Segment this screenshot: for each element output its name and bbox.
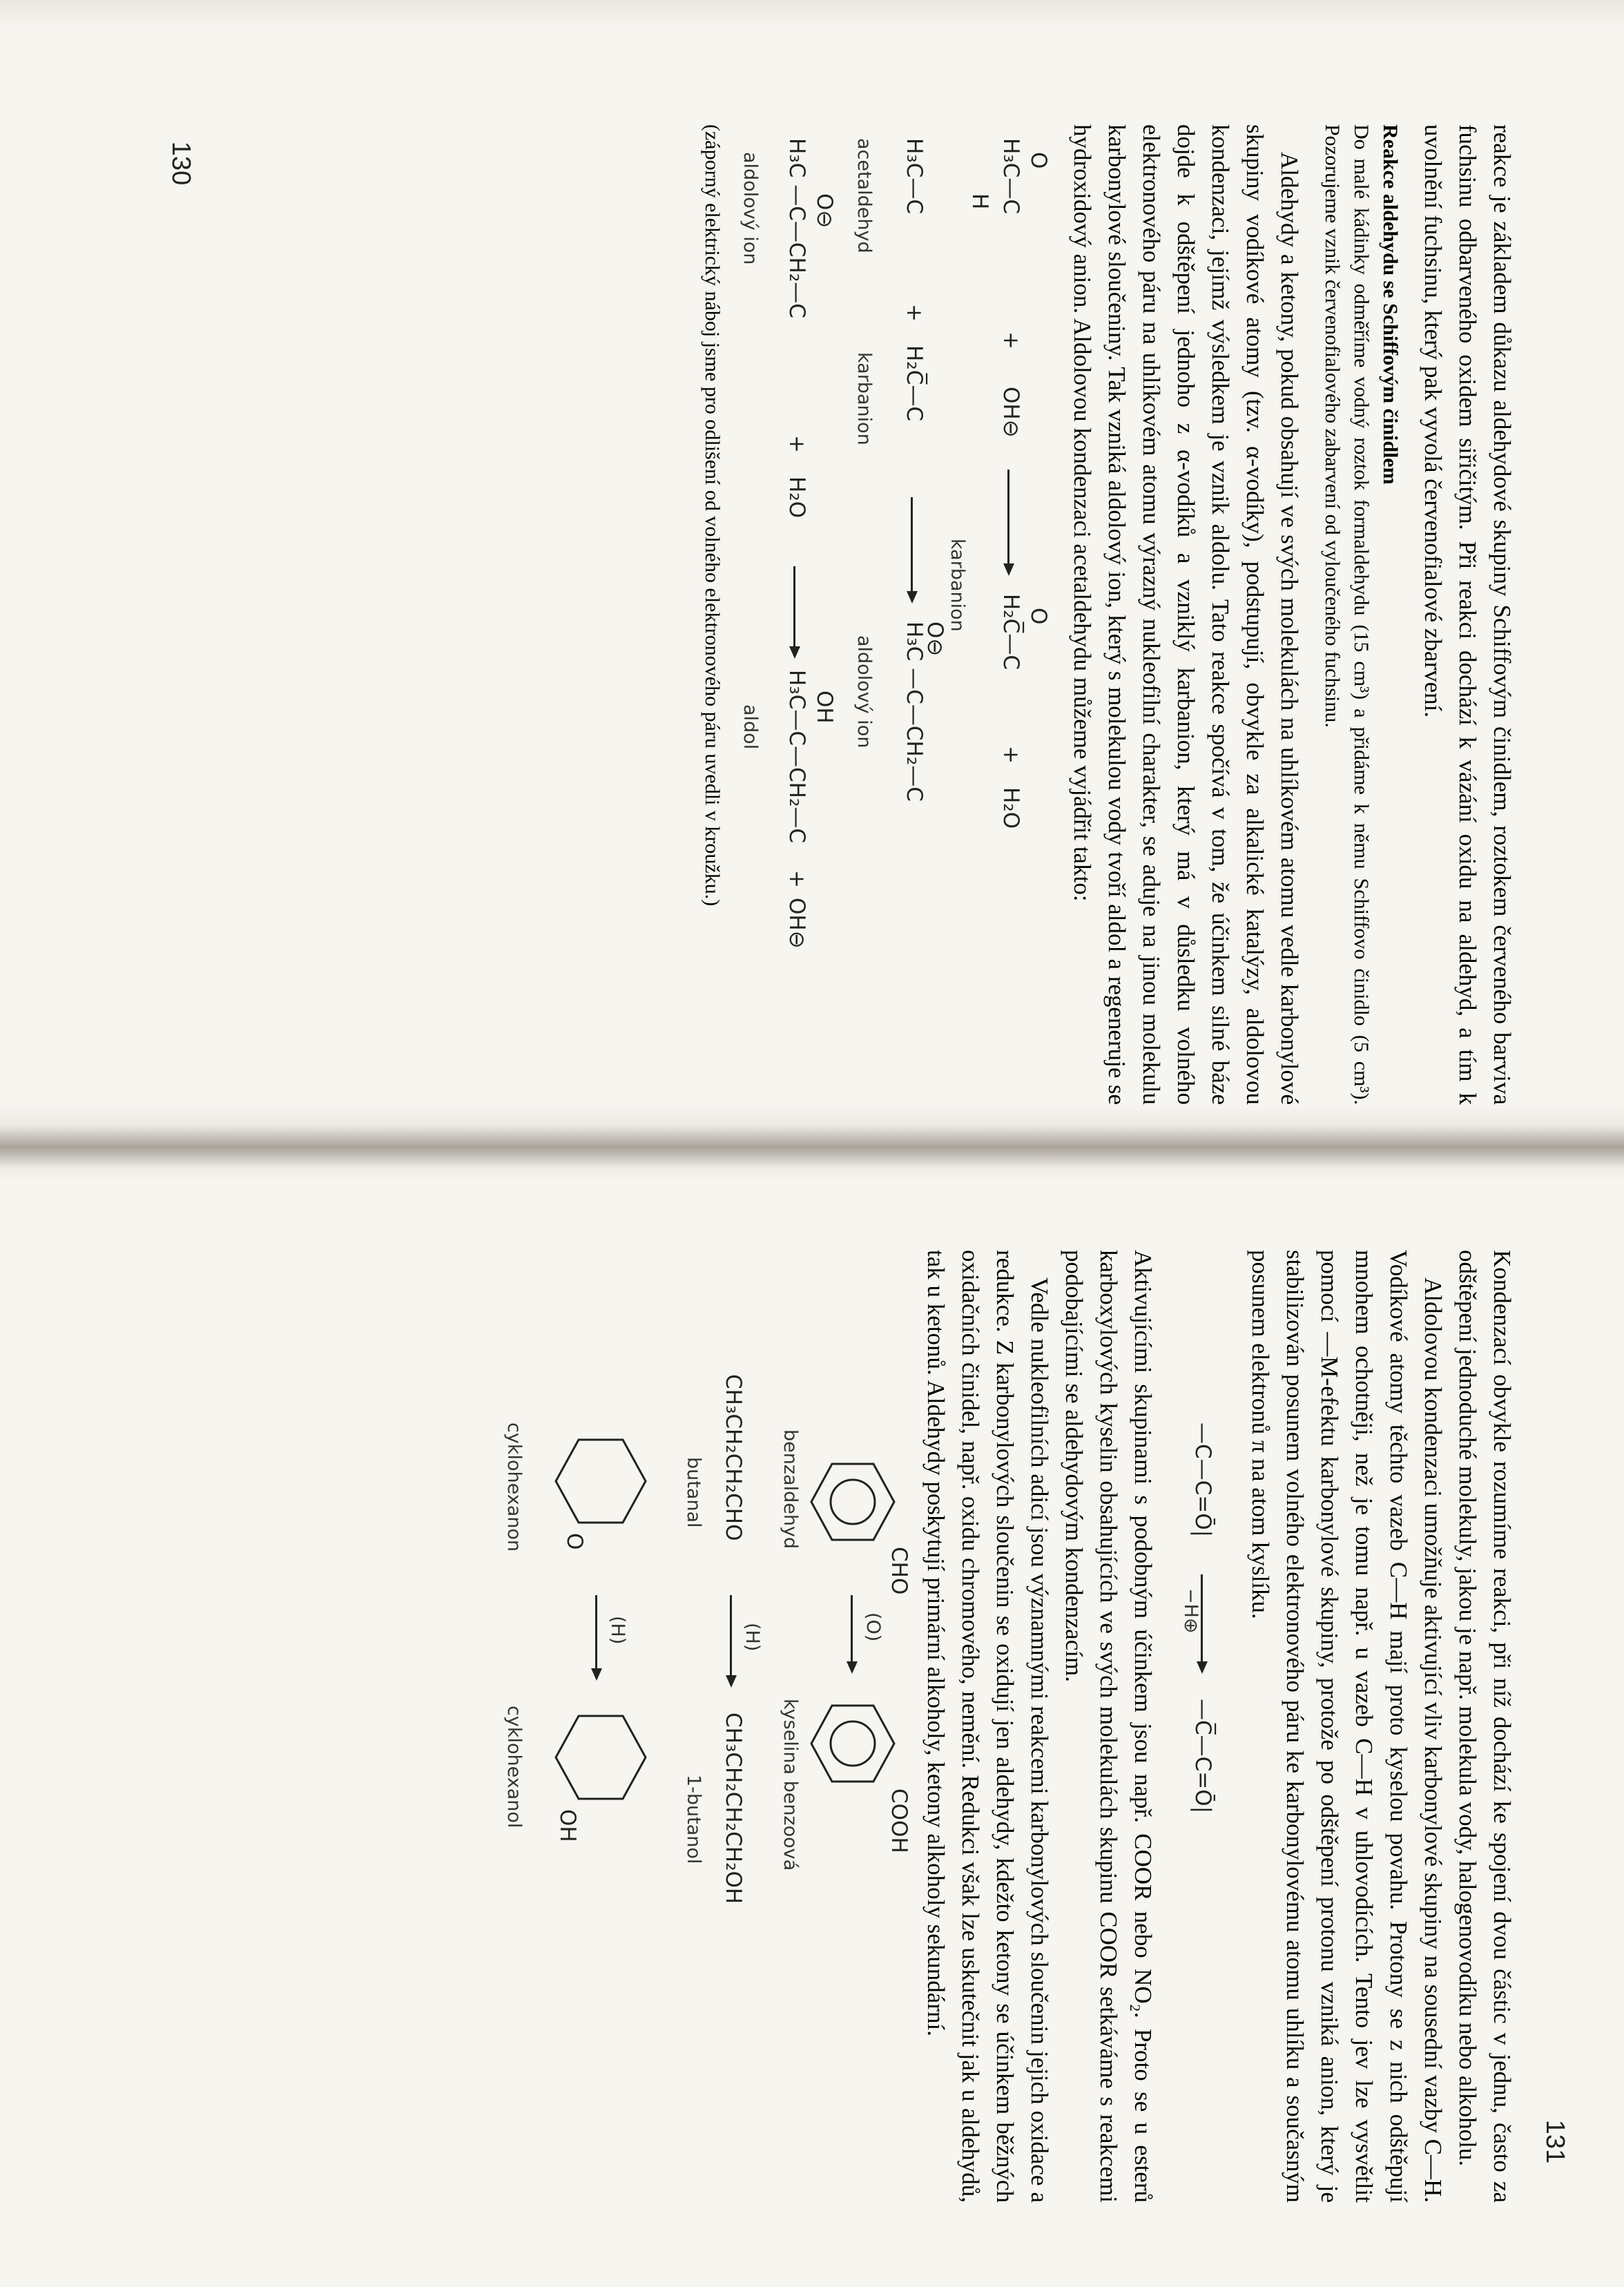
proton-loss-label: −H⊕ [1180, 1588, 1201, 1634]
butanal-formula: CH₃CH₂CH₂CHO [721, 1374, 746, 1541]
aldol-ion-formula: H₃C —C—CH₂—C [902, 621, 927, 802]
book-gutter [0, 1126, 1624, 1167]
plus-sign: + [998, 331, 1023, 349]
label-cyclohexanol: cyklohexanol [503, 1706, 525, 1828]
label-benzaldehyde: benzaldehyd [780, 1429, 801, 1550]
reagent-oxidation: (O) [862, 1612, 884, 1642]
reaction-arrow [595, 1595, 597, 1678]
butanol-formula: CH₃CH₂CH₂CH₂OH [721, 1712, 746, 1904]
benzene-ring-icon [808, 1699, 898, 1788]
water-formula: H₂O [784, 476, 809, 519]
enol-formula: —C—C=Ō| [1190, 1422, 1215, 1538]
footnote: (záporný elektrický náboj jsme pro odlišení od volného elektronového páru uvedli v kroužku.) [701, 124, 724, 907]
reaction-arrow [851, 1595, 853, 1671]
hydroxide-ion: OH⊖ [784, 898, 809, 949]
oh-group: OH [812, 691, 837, 724]
anion-formula: —C̅—C=Ō| [1190, 1699, 1215, 1814]
o-minus: O⊖ [812, 193, 837, 229]
reaction-arrow [911, 497, 913, 601]
label-butanal: butanal [683, 1457, 704, 1528]
paragraph-condensation: Kondenzací obvykle rozumíme reakci, při níž dochází ke spojení dvou částic v jednu, často za odštěpení jednoduché molekuly, jakou je např. molekula vody, halogenovodíku nebo alkoholu. [1454, 1250, 1516, 2203]
reagent-reduction: (H) [742, 1623, 763, 1652]
label-aldol-ion: aldolový ion [740, 152, 761, 265]
paragraph-oxidation: Vedle nukleofilních adicí jsou významnými reakcemi karbonylových sloučenin jejich oxidace a redukce. Z karbonylových sloučenin se oxidují jen aldehydy, kdežto ketony se účinkem běžných oxidačních činidel, např. oxidu chromového, nemění. Redukci však lze uskutečnit jak u aldehydů, tak u ketonů. Aldehydy poskytují primární alkoholy, ketony alkoholy sekundární. [922, 1250, 1053, 2203]
aldehyde-group: CHO [887, 1547, 911, 1595]
oxygen-atom: O [1026, 608, 1051, 625]
page-number-130: 130 [166, 141, 196, 186]
cyclohexane-ring-icon [552, 1429, 649, 1533]
label-carbanion: karbanion [853, 352, 875, 445]
reagent-reduction: (H) [607, 1616, 628, 1645]
reaction-arrow [1007, 470, 1009, 573]
label-1-butanol: 1-butanol [683, 1775, 704, 1864]
cyclohexane-ring-icon [552, 1706, 649, 1809]
plus-sign: + [902, 304, 927, 322]
o-minus: O⊖ [922, 621, 947, 657]
hydroxyl-group: OH [555, 1809, 580, 1842]
label-carbanion: karbanion [947, 539, 968, 632]
plus-sign: + [784, 870, 809, 888]
reaction-arrow [1201, 1574, 1203, 1671]
plus-sign: + [998, 746, 1023, 764]
paragraph-schiff: reakce je základem důkazu aldehydové skupiny Schiffovým činidlem, roztokem červeného barviva fuchsinu odbarveného oxidem siřičitým. Při reakci dochází k vázání oxidu na aldehyd, a tím k uvolnění fuchsinu, který pak vyvolá červenofialové zbarvení. [1420, 124, 1516, 1105]
page-number-131: 131 [1540, 2119, 1570, 2164]
label-cyclohexanone: cyklohexanon [503, 1422, 525, 1552]
water-formula: H₂O [998, 787, 1023, 829]
carboxyl-group: COOH [887, 1788, 911, 1853]
label-acetaldehyde: acetaldehyd [853, 138, 875, 253]
label-benzoic-acid: kyselina benzoová [780, 1699, 801, 1871]
hydroxide-ion: OH⊖ [998, 387, 1023, 438]
paragraph-activating-groups: Aktivujícími skupinami s podobným účinkem jsou např. COOR nebo NO₂. Proto se u esterů karboxylových kyselin obsahujících ve svých molekulách skupinu COOR setkáváme s reakcemi podobajícími se aldehydovým kondenzacím. [1061, 1250, 1157, 2203]
hydrogen-atom: H [967, 193, 992, 210]
oxygen-atom: O [1026, 152, 1051, 169]
reaction-arrow [793, 566, 795, 656]
experiment-heading: Reakce aldehydu se Schiffovým činidlem [1379, 124, 1402, 485]
page-130-content [138, 124, 1519, 1105]
reaction-arrow [730, 1595, 732, 1685]
acetaldehyde-formula: H₃C—C [998, 138, 1023, 215]
paragraph-activation: Aldolovou kondenzaci umožňuje aktivující vliv karbonylové skupiny na sousední vazby C—H. Vodíkové atomy těchto vazeb C—H mají proto kyselou povahu. Protony se z nich odštěpují mnohem ochotněji, než je tomu např. u vazeb C—H v uhlovodících. Tento jev lze vysvětlit pomocí —M-efektu karbonylové skupiny, protože po odštěpení protonu vzniká anion, který je stabilizován posunem volného elektronového páru ke karbonylovému atomu uhlíku a současným posunem elektronů π na atom kyslíku. [1247, 1250, 1447, 2203]
carbanion-formula: H₂C̅—C [902, 345, 927, 422]
acetaldehyde-formula: H₃C—C [902, 138, 927, 215]
plus-sign: + [784, 435, 809, 453]
paragraph-aldol: Aldehydy a ketony, pokud obsahují ve svých molekulách na uhlíkovém atomu vedle karbonylové skupiny vodíkové atomy (tzv. α-vodíky), podstupují, obvykle za alkalické katalýzy, aldolovou kondenzaci, jejímž výsledkem je vznik aldolu. Tato reakce spočívá v tom, že účinkem silné báze dojde k odštěpení jednoho z α-vodíků a vzniklý karbanion, který má v důsledku volného elektronového páru na uhlíkovém atomu výrazný nukleofilní charakter, se aduje na jinou molekulu karbonylové sloučeniny. Tak vzniká aldolový ion, který s molekulou vody tvoří aldol a regeneruje se hydroxidový anion. Aldolovou kondenzaci acetaldehydu můžeme vyjádřit takto: [1069, 124, 1303, 1105]
label-aldol: aldol [740, 704, 761, 750]
carbanion-formula: H₂C̅—C [998, 594, 1023, 670]
redox-scheme [470, 1250, 911, 2203]
aldol-scheme [740, 124, 1065, 1105]
aldol-ion-formula: H₃C —C—CH₂—C [784, 138, 809, 318]
page-131-content [138, 1250, 1519, 2203]
keto-oxygen: O [562, 1533, 587, 1550]
experiment-text: Do malé kádinky odměříme vodný roztok formaldehydu (15 cm³) a přidáme k němu Schiffovo činidlo (5 cm³). Pozorujeme vznik červenofialového zabarvení od vyloučeného fuchsinu. [1321, 124, 1373, 1105]
aldol-formula: H₃C—C—CH₂—C [784, 670, 809, 844]
label-aldol-ion: aldolový ion [853, 635, 875, 749]
mesomery-scheme [1160, 1250, 1243, 2203]
benzene-ring-icon [808, 1457, 898, 1547]
